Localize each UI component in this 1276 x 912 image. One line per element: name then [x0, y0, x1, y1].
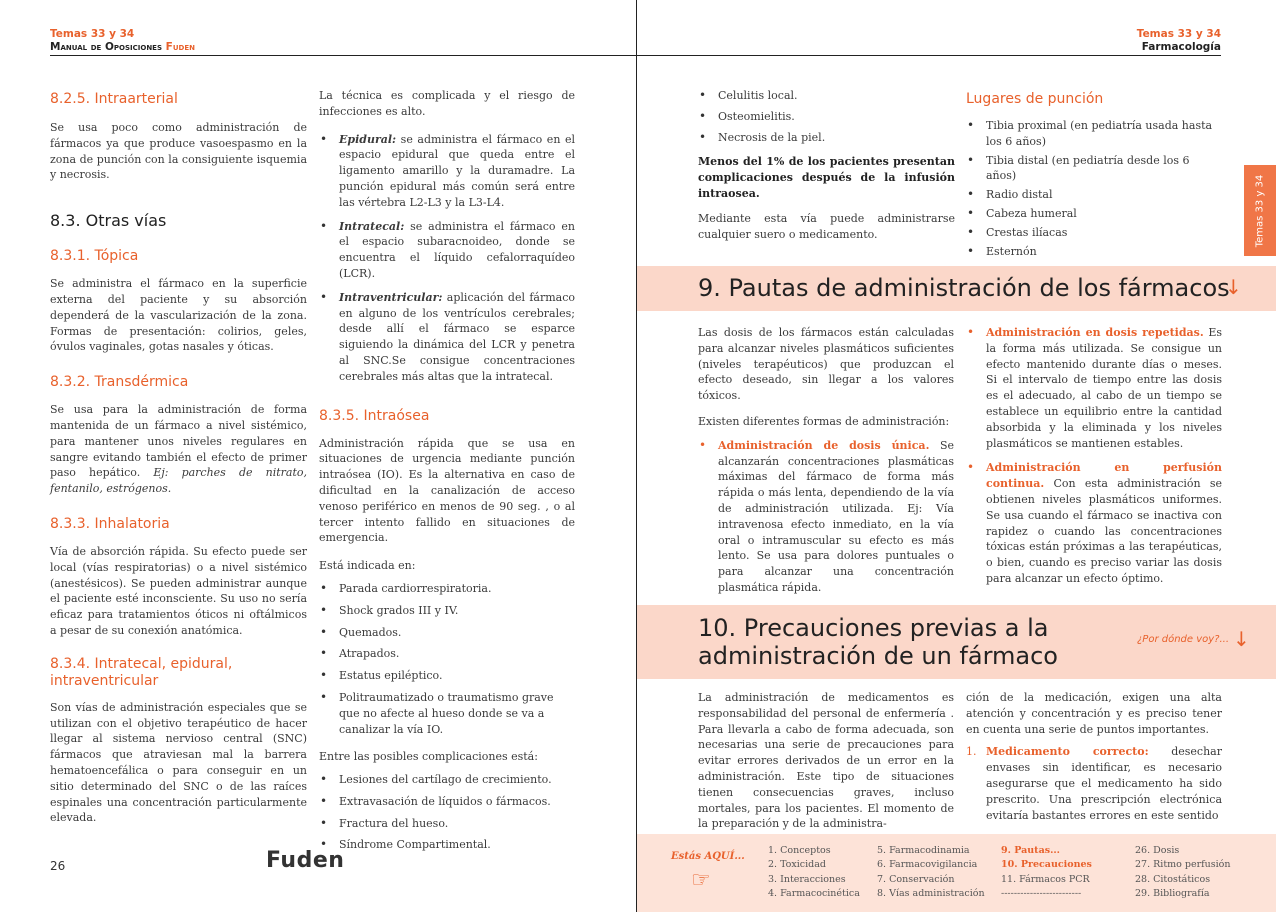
paragraph-8-2-5: Se usa poco como administración de fármacos ya que produce vasoespasmo en la zona de punción con la consiguiente isquemia y necrosis. — [50, 121, 307, 182]
paragraph-doses: Las dosis de los fármacos están calculadas para alcanzar niveles plasmáticos suficientes (niveles terapéuticos) que produzcan el efecto deseado, sin llegar a los valores tóxicos. — [698, 326, 954, 403]
text-correct-medication: desechar envases sin identificar, es necesario asegurarse que el medicamento ha sido prescrito. Una prescripción electrónica evitaría bastantes errores en este sentido — [986, 745, 1222, 822]
manual-label: Manual de Oposiciones — [50, 41, 166, 53]
left-header-rule — [50, 55, 636, 56]
section-10-title — [698, 614, 1058, 670]
pointing-hand-icon: ☞ — [691, 868, 711, 893]
list-item: • Fractura del hueso. — [319, 816, 575, 832]
section-9-column-2 — [966, 325, 1222, 587]
text-intratecal: se administra el fármaco en el espacio subaracnoideo, donde se encuentra el líquido cefalorraquídeo (LCR). — [339, 219, 575, 280]
section-9-column-1 — [698, 325, 954, 596]
right-page — [637, 0, 1276, 912]
nav-item[interactable]: 3. Interacciones — [768, 873, 846, 885]
page-number: 26 — [50, 859, 66, 873]
section-10-title-line-2: administración de un fármaco — [698, 642, 1058, 670]
paragraph-8-3-2 — [50, 402, 307, 497]
side-tab[interactable] — [1244, 165, 1276, 256]
section-10-band — [637, 605, 1276, 679]
paragraph-administration: La administración de medicamentos es responsabilidad del personal de enfermería . Para llevarla a cabo de forma adecuada, son necesarias una serie de precauciones para evitar errores derivados de un error en la administración. Este tipo de situaciones tienen consecuencias graves, incluso mortales, para los pacientes. El momento de la preparación y de la administra- — [698, 691, 954, 831]
list-item: • Cabeza humeral — [966, 206, 1222, 222]
bold-note: Menos del 1% de los pacientes presentan complicaciones después de la infusión intraosea. — [698, 155, 955, 200]
section-9-band — [637, 266, 1276, 311]
you-are-here-label: Estás AQUÍ... — [671, 851, 745, 862]
right-header-subtitle: Farmacología — [1141, 41, 1221, 53]
list-item-repeated-doses — [966, 325, 1222, 451]
left-header — [50, 28, 195, 54]
list-item: • Necrosis de la piel. — [698, 130, 955, 146]
heading-8-3-2: 8.3.2. Transdérmica — [50, 374, 189, 391]
nav-item[interactable]: 5. Farmacodinamia — [877, 845, 970, 856]
nav-item[interactable]: 8. Vías administración — [877, 888, 985, 900]
nav-column-4 — [1135, 844, 1231, 902]
heading-8-2-5: 8.2.5. Intraarterial — [50, 91, 178, 107]
side-tab-label: Temas 33 y 34 — [1254, 174, 1266, 247]
left-column-2 — [319, 88, 575, 853]
list-item: • Tibia distal (en pediatría desde los 6 años) — [966, 153, 1222, 185]
list-item: • Atrapados. — [319, 646, 575, 662]
complications-list — [319, 772, 575, 853]
paragraph-8-3-2-text: Se usa para la administración de forma mantenida de un fármaco a nivel sistémico, para mantener unos niveles regulares en sangre evitando también el efecto de primer paso hepático. — [50, 403, 307, 480]
paragraph-8-3-2-example: Ej: parches de nitrato, fentanilo, estrógenos. — [50, 466, 307, 496]
admin-forms-list-2 — [966, 325, 1222, 587]
list-item-intraventricular — [319, 290, 575, 385]
fuden-logo: Fuden — [266, 848, 345, 873]
heading-8-3-5: 8.3.5. Intraósea — [319, 407, 430, 424]
nav-column-1 — [768, 844, 860, 902]
where-am-i-link[interactable]: ¿Por dónde voy?... — [1137, 634, 1230, 645]
text-intraventricular: aplicación del fármaco en alguno de los ventrículos cerebrales; desde allí el fármaco se esparce siguiendo la dinámica del LCR y penetra al SNC.Se consigue concentraciones cerebrales más altas que la intratecal. — [339, 290, 575, 383]
term-intratecal: Intratecal: — [339, 219, 405, 233]
admin-forms-list-1 — [698, 438, 954, 596]
arrow-down-icon[interactable]: ↓ — [1233, 627, 1250, 651]
list-item-single-dose — [698, 438, 954, 596]
paragraph-8-3-5: Administración rápida que se usa en situaciones de urgencia mediante punción intraósea (IO). Es la alternativa en caso de dificultad en la canalización de acceso venoso periférico en menos de 90 seg. , o al tercer intento fallido en situaciones de emergencia. — [319, 436, 575, 545]
list-item: • Crestas ilíacas — [966, 225, 1222, 241]
numbered-item-1 — [966, 744, 1222, 823]
paragraph-8-3-1: Se administra el fármaco en la superficie externa del paciente y su absorción dependerá de la vascularización de la zona. Formas de presentación: colirios, geles, óvulos vaginales, gotas nasales y óticas. — [50, 277, 307, 354]
text-repeated-doses: Es la forma más utilizada. Se consigue un efecto mantenido durante días o meses. Si el intervalo de tiempo entre las dosis es el adecuado, al cabo de un tiempo se establece un equilibrio entre la cantidad absorbida y la eliminada y los niveles plasmáticos se mantienen estables. — [986, 326, 1223, 450]
nav-divider: ------------------------- — [1001, 888, 1082, 900]
left-header-subtitle — [50, 41, 195, 54]
list-item: • Osteomielitis. — [698, 109, 955, 125]
list-item: • Radio distal — [966, 187, 1222, 203]
left-page — [0, 0, 636, 912]
list-item: • Extravasación de líquidos o fármacos. — [319, 794, 575, 810]
nav-item[interactable]: 29. Bibliografía — [1135, 888, 1210, 900]
right-header-title: Temas 33 y 34 — [1136, 28, 1221, 40]
nav-item[interactable]: 7. Conservación — [877, 873, 955, 885]
heading-8-3: 8.3. Otras vías — [50, 211, 167, 231]
nav-item[interactable]: 28. Citostáticos — [1135, 873, 1211, 885]
arrow-down-icon[interactable]: ↓ — [1225, 275, 1242, 299]
indicated-label: Está indicada en: — [319, 559, 416, 573]
puncture-sites-list — [966, 118, 1222, 259]
chapter-navigation — [637, 834, 1276, 912]
complications-continued-list — [698, 88, 955, 145]
right-header-rule — [637, 55, 1221, 56]
forms-label: Existen diferentes formas de administración: — [698, 414, 950, 428]
numbered-item-1-number: 1. — [966, 745, 977, 759]
left-header-title: Temas 33 y 34 — [50, 28, 135, 40]
paragraph-any-serum: Mediante esta vía puede administrarse cualquier suero o medicamento. — [698, 211, 955, 241]
term-intraventricular: Intraventricular: — [339, 290, 443, 304]
heading-8-3-4: 8.3.4. Intratecal, epidural, intraventricular — [50, 655, 233, 689]
section-9-title: 9. Pautas de administración de los fármacos — [698, 274, 1230, 302]
term-epidural: Epidural: — [339, 132, 397, 146]
list-item-epidural — [319, 132, 575, 211]
heading-puncture-sites: Lugares de punción — [966, 91, 1104, 107]
nav-item[interactable]: 6. Farmacovigilancia — [877, 859, 978, 871]
left-column-1 — [50, 91, 307, 826]
list-item-continuous-infusion — [966, 460, 1222, 586]
heading-8-3-3: 8.3.3. Inhalatoria — [50, 515, 170, 532]
right-header — [1137, 28, 1221, 54]
term-single-dose: Administración de dosis única. — [718, 438, 930, 452]
list-item: • Quemados. — [319, 625, 575, 641]
list-item: • Tibia proximal (en pediatría usada hasta los 6 años) — [966, 118, 1222, 150]
term-repeated-doses: Administración en dosis repetidas. — [986, 326, 1204, 339]
indicated-list — [319, 581, 575, 737]
list-item: • Politraumatizado o traumatismo grave que no afecte al hueso donde se va a canalizar la vía IO. — [319, 690, 575, 737]
paragraph-technique: La técnica es complicada y el riesgo de infecciones es alto. — [319, 89, 575, 118]
list-item: • Celulitis local. — [698, 88, 955, 104]
list-item: • Esternón — [966, 244, 1222, 260]
list-item: • Lesiones del cartílago de crecimiento. — [319, 772, 575, 788]
section-10-column-2 — [966, 690, 1222, 823]
nav-item-current[interactable]: 10. Precauciones — [1001, 859, 1092, 871]
nav-item[interactable]: 4. Farmacocinética — [768, 888, 860, 900]
text-epidural: se administra el fármaco en el espacio epidural que queda entre el ligamento amarillo y la duramadre. La punción epidural más común será entre las vértebra L2-L3 y la L3-L4. — [339, 132, 575, 209]
paragraph-administration-continued: ción de la medicación, exigen una alta atención y concentración y es preciso tener en cuenta una serie de puntos importantes. — [966, 691, 1222, 736]
nav-item-current[interactable]: 9. Pautas... — [1001, 845, 1060, 856]
text-single-dose: Se alcanzarán concentraciones plasmáticas máximas del fármaco de forma más rápida o más lenta, dependiendo de la vía de administración utilizada. Ej: Vía intravenosa efecto inmediato, en la vía oral o intramuscular su efecto es más lento. Se usa para dolores puntuales o para alcanzar una concentración plasmática rápida. — [718, 438, 955, 594]
text-continuous-infusion: Con esta administración se obtienen niveles plasmáticos uniformes. Se usa cuando el fármaco se inactiva con rapidez o cuando las concentraciones tóxicas están próximas a las terapéuticas, o bien, cuando es preciso variar las dosis para alcanzar un efecto óptimo. — [986, 477, 1222, 585]
right-top-column-1 — [698, 88, 955, 242]
nav-item[interactable]: 2. Toxicidad — [768, 859, 826, 871]
list-item-intratecal — [319, 219, 575, 282]
list-item: • Síndrome Compartimental. — [319, 837, 575, 853]
nav-column-2 — [877, 844, 985, 902]
right-top-column-2 — [966, 91, 1222, 259]
nav-item[interactable]: 1. Conceptos — [768, 845, 831, 856]
paragraph-8-3-4: Son vías de administración especiales que se utilizan con el objetivo terapéutico de hacer llegar al sistema nervioso central (SNC) fármacos que atraviesan mal la barrera hematoencefálica o para conseguir en un sitio determinado del SNC o de las raíces espinales una concentración particularmente elevada. — [50, 700, 307, 825]
complications-label: Entre las posibles complicaciones está: — [319, 750, 538, 764]
fuden-label: Fuden — [165, 41, 195, 53]
paragraph-8-3-3: Vía de absorción rápida. Su efecto puede ser local (vías respiratorias) o a nivel sistémico (anestésicos). Se pueden administrar aunque el paciente esté inconsciente. Su uso no sería eficaz para tratamientos óticos ni oftálmicos a pesar de su conexión anatómica. — [50, 544, 307, 637]
nav-column-3 — [1001, 844, 1092, 902]
heading-8-3-1: 8.3.1. Tópica — [50, 248, 139, 265]
route-list — [319, 132, 575, 385]
list-item: • Estatus epiléptico. — [319, 668, 575, 684]
nav-item[interactable]: 11. Fármacos PCR — [1001, 873, 1090, 885]
list-item: • Shock grados III y IV. — [319, 603, 575, 619]
nav-item[interactable]: 27. Ritmo perfusión — [1135, 859, 1231, 871]
list-item: • Parada cardiorrespiratoria. — [319, 581, 575, 597]
section-10-column-1 — [698, 690, 954, 832]
term-continuous-infusion: Administración en perfusión continua. — [986, 461, 1222, 491]
nav-item[interactable]: 26. Dosis — [1135, 845, 1180, 856]
section-10-title-line-1: 10. Precauciones previas a la — [698, 614, 1049, 642]
term-correct-medication: Medicamento correcto: — [986, 745, 1149, 759]
